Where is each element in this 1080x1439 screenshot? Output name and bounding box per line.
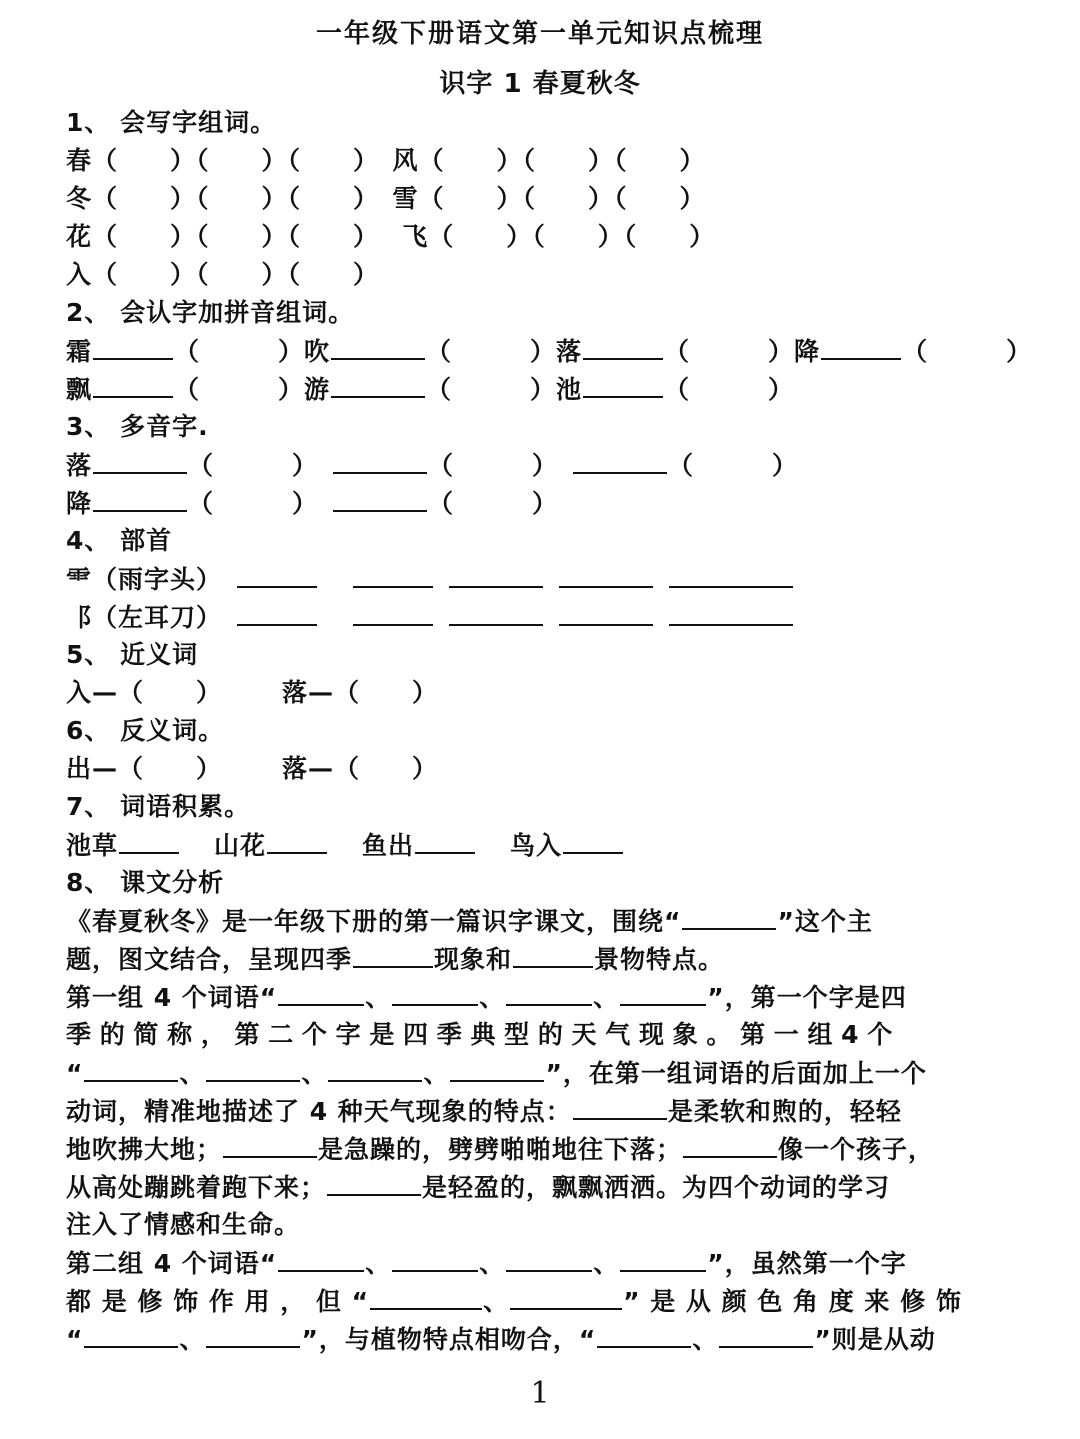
char: 降: [66, 489, 93, 518]
answer-blank[interactable]: [620, 980, 706, 1006]
paren: （ ）: [668, 451, 799, 480]
paren: （ ）: [188, 489, 319, 518]
char: （ ）吹: [174, 337, 331, 366]
answer-blank[interactable]: [719, 1322, 813, 1348]
text: 、: [692, 1325, 719, 1354]
answer-blank[interactable]: [510, 1284, 622, 1310]
answer-blank[interactable]: [559, 600, 653, 626]
char: （ ）游: [174, 375, 331, 404]
answer-blank[interactable]: [573, 1094, 667, 1120]
s8-line: [66, 1132, 934, 1167]
text: 、: [479, 983, 506, 1012]
text: 是急躁的，劈劈啪啪地往下落；: [318, 1135, 683, 1164]
answer-blank[interactable]: [84, 1322, 178, 1348]
paren: （ ）: [188, 451, 319, 480]
pinyin-blank[interactable]: [333, 486, 427, 512]
s2-heading: 2、 会认字加拼音组词。: [66, 298, 355, 327]
char: （ ）降: [664, 337, 821, 366]
pinyin-blank[interactable]: [573, 448, 667, 474]
s1-row: 冬（ ）（ ）（ ） 雪（ ）（ ）（ ）: [66, 184, 706, 213]
text: 《春夏秋冬》是一年级下册的第一篇识字课文，围绕“: [66, 907, 682, 936]
pinyin-blank[interactable]: [331, 372, 425, 398]
text: 景物特点。: [594, 945, 725, 974]
answer-blank[interactable]: [327, 1170, 421, 1196]
answer-blank[interactable]: [237, 562, 317, 588]
phrase-item: 鱼出: [362, 831, 415, 860]
s8-line: 注入了情感和生命。: [66, 1210, 301, 1239]
s8-line: [66, 942, 724, 977]
text: ”则是从动: [814, 1325, 936, 1354]
text: 、: [365, 983, 392, 1012]
s8-line: 季 的 简 称 ， 第 二 个 字 是 四 季 典 型 的 天 气 现 象 。 第 一 组 4 个: [66, 1020, 893, 1049]
answer-blank[interactable]: [353, 600, 433, 626]
text: 都 是 修 饰 作 用 ， 但 “: [66, 1287, 370, 1316]
text: 从高处蹦跳着跑下来；: [66, 1173, 327, 1202]
s8-line: [66, 1284, 962, 1319]
radical: ⻏（左耳刀）: [66, 603, 223, 632]
s1-row: 入（ ）（ ）（ ）: [66, 260, 380, 289]
text: 第一组 4 个词语“: [66, 983, 278, 1012]
s3-row: [66, 448, 798, 483]
pinyin-blank[interactable]: [93, 486, 187, 512]
text: 、: [365, 1249, 392, 1278]
s1-row: 春（ ）（ ）（ ） 风（ ）（ ）（ ）: [66, 146, 706, 175]
page-number: 1: [530, 1376, 550, 1411]
answer-blank[interactable]: [353, 562, 433, 588]
answer-blank[interactable]: [506, 980, 592, 1006]
text: 、: [483, 1287, 510, 1316]
s4-heading: 4、 部首: [66, 526, 173, 555]
text: 动词，精准地描述了 4 种天气现象的特点：: [66, 1097, 572, 1126]
answer-blank[interactable]: [683, 1132, 777, 1158]
answer-blank[interactable]: [278, 980, 364, 1006]
char: 霜: [66, 337, 93, 366]
pinyin-blank[interactable]: [583, 372, 663, 398]
s8-line: [66, 1094, 902, 1129]
text: ”，在第一组词语的后面加上一个: [545, 1059, 927, 1088]
answer-blank[interactable]: [669, 600, 793, 626]
s8-line: [66, 904, 873, 939]
answer-blank[interactable]: [563, 828, 623, 854]
answer-blank[interactable]: [267, 828, 327, 854]
s7-row: [66, 828, 624, 863]
paren: （ ）: [428, 451, 559, 480]
pinyin-blank[interactable]: [583, 334, 663, 360]
paren: （ ）: [902, 337, 1033, 366]
pinyin-blank[interactable]: [333, 448, 427, 474]
answer-blank[interactable]: [353, 942, 433, 968]
s1-row: 花（ ）（ ）（ ） 飞（ ）（ ）（ ）: [66, 222, 716, 251]
answer-blank[interactable]: [206, 1322, 300, 1348]
answer-blank[interactable]: [370, 1284, 482, 1310]
answer-blank[interactable]: [682, 904, 776, 930]
antonym-item: 出—（ ）: [66, 754, 223, 783]
answer-blank[interactable]: [449, 600, 543, 626]
pinyin-blank[interactable]: [93, 448, 187, 474]
page-title: 一年级下册语文第一单元知识点梳理: [315, 19, 764, 49]
phrase-item: 鸟入: [510, 831, 563, 860]
s1-heading: 1、 会写字组词。: [66, 108, 277, 137]
char: 落: [66, 451, 93, 480]
pinyin-blank[interactable]: [331, 334, 425, 360]
s3-row: [66, 486, 558, 521]
answer-blank[interactable]: [597, 1322, 691, 1348]
s5-row: [66, 676, 438, 710]
text: “: [66, 1325, 84, 1354]
s4-row: [66, 600, 794, 635]
text: 是柔软和煦的，轻轻: [667, 1097, 902, 1126]
s8-heading: 8、 课文分析: [66, 868, 225, 897]
answer-blank[interactable]: [449, 562, 543, 588]
char: （ ）落: [426, 337, 583, 366]
text: 地吹拂大地；: [66, 1135, 223, 1164]
answer-blank[interactable]: [669, 562, 793, 588]
s2-row: [66, 372, 794, 407]
text: 第二组 4 个词语“: [66, 1249, 278, 1278]
text: ”这个主: [777, 907, 873, 936]
phrase-item: 山花: [214, 831, 267, 860]
answer-blank[interactable]: [392, 980, 478, 1006]
text: 像一个孩子，: [778, 1135, 935, 1164]
paren: （ ）: [428, 489, 559, 518]
s4-row: [66, 562, 794, 597]
s6-heading: 6、 反义词。: [66, 716, 225, 745]
text: 、: [593, 1249, 620, 1278]
text: 现象和: [434, 945, 513, 974]
answer-blank[interactable]: [237, 600, 317, 626]
antonym-item: 落—（ ）: [282, 754, 439, 783]
s7-heading: 7、 词语积累。: [66, 792, 251, 821]
text: 、: [593, 983, 620, 1012]
synonym-item: 落—（ ）: [282, 678, 439, 707]
s8-line: [66, 1170, 890, 1205]
text: “: [66, 1059, 84, 1088]
pinyin-blank[interactable]: [93, 372, 173, 398]
text: 是轻盈的，飘飘洒洒。为四个动词的学习: [422, 1173, 891, 1202]
s8-line: [66, 1322, 936, 1357]
pinyin-blank[interactable]: [93, 334, 173, 360]
char: （ ）池: [426, 375, 583, 404]
text: 、: [479, 1249, 506, 1278]
pinyin-blank[interactable]: [821, 334, 901, 360]
paren: （ ）: [664, 375, 795, 404]
text: 、: [301, 1059, 328, 1088]
answer-blank[interactable]: [278, 1246, 364, 1272]
radical: ⻗（雨字头）: [66, 565, 223, 594]
answer-blank[interactable]: [415, 828, 475, 854]
answer-blank[interactable]: [450, 1056, 544, 1082]
answer-blank[interactable]: [206, 1056, 300, 1082]
s6-row: [66, 752, 438, 786]
synonym-item: 入—（ ）: [66, 678, 223, 707]
s5-heading: 5、 近义词: [66, 640, 199, 669]
text: ”，虽然第一个字: [707, 1249, 907, 1278]
text: ”，与植物特点相吻合，“: [301, 1325, 597, 1354]
answer-blank[interactable]: [84, 1056, 178, 1082]
answer-blank[interactable]: [513, 942, 593, 968]
phrase-item: 池草: [66, 831, 119, 860]
answer-blank[interactable]: [506, 1246, 592, 1272]
s2-row: [66, 334, 1032, 369]
text: ”，第一个字是四: [707, 983, 907, 1012]
lesson-title: 识字 1 春夏秋冬: [439, 69, 641, 99]
answer-blank[interactable]: [328, 1056, 422, 1082]
s8-line: [66, 1246, 907, 1281]
answer-blank[interactable]: [620, 1246, 706, 1272]
text: 、: [179, 1325, 206, 1354]
text: ” 是 从 颜 色 角 度 来 修 饰: [623, 1287, 962, 1316]
text: 、: [423, 1059, 450, 1088]
answer-blank[interactable]: [223, 1132, 317, 1158]
answer-blank[interactable]: [119, 828, 179, 854]
s3-heading: 3、 多音字.: [66, 412, 209, 441]
text: 、: [179, 1059, 206, 1088]
s8-line: [66, 1056, 927, 1091]
char: 飘: [66, 375, 93, 404]
answer-blank[interactable]: [392, 1246, 478, 1272]
answer-blank[interactable]: [559, 562, 653, 588]
text: 题，图文结合，呈现四季: [66, 945, 353, 974]
s8-line: [66, 980, 907, 1015]
